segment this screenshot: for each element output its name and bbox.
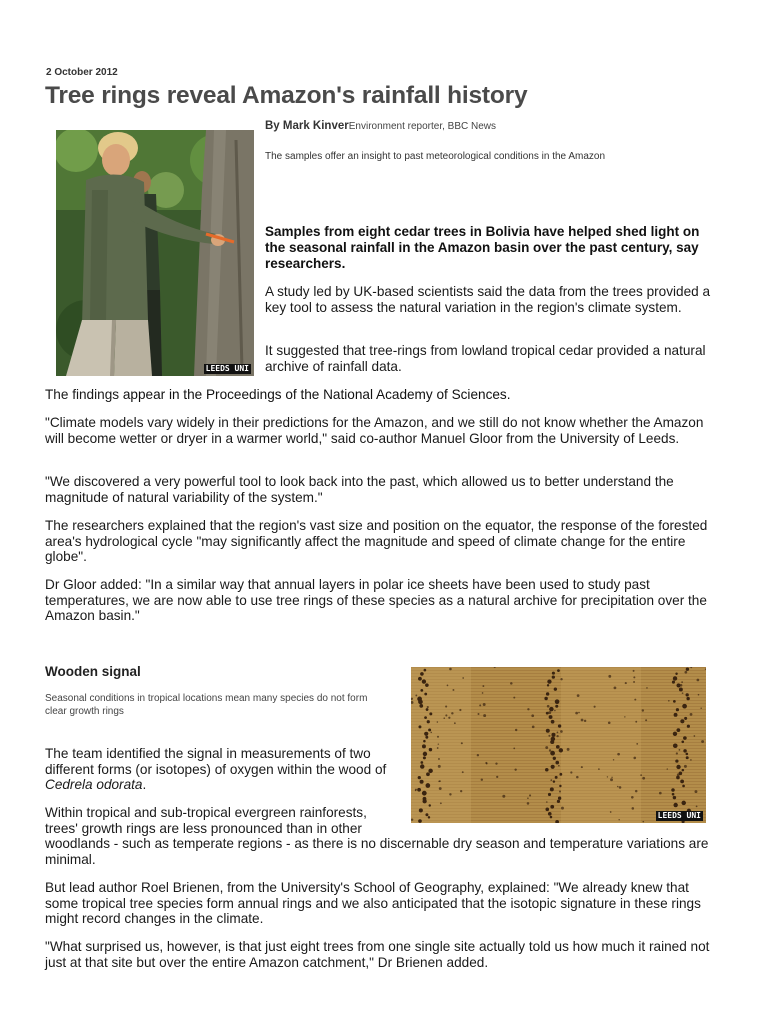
body-paragraph: "We discovered a very powerful tool to look back into the past, which allowed us to better understand the magnitude of natural variability of the system." xyxy=(45,474,674,505)
byline xyxy=(265,120,496,132)
pnas-link[interactable]: appear in the Proceedings of the National Academy of Sciences. xyxy=(122,387,511,402)
body-paragraph: It suggested that tree-rings from lowland tropical cedar provided a natural archive of rainfall data. xyxy=(265,343,706,374)
body-paragraph: "Climate models vary widely in their predictions for the Amazon, and we still do not know whether the Amazon will become wetter or dryer in a warmer world," said co-author Manuel Gloor from the University of Leeds. xyxy=(45,415,704,446)
article-date: 2 October 2012 xyxy=(46,67,118,78)
byline-author: By Mark Kinver xyxy=(265,120,349,132)
species-name: Cedrela odorata xyxy=(45,777,143,792)
isotope-suffix: . xyxy=(142,777,147,792)
byline-role: Environment reporter, BBC News xyxy=(348,121,497,132)
body-paragraph: "What surprised us, however, is that just eight trees from one single site actually told us how much it rained not just at that site but over the entire Amazon catchment," Dr Brienen added. xyxy=(45,939,710,970)
lede-paragraph: Samples from eight cedar trees in Bolivia have helped shed light on the seasonal rainfall in the Amazon basin over the past century, say researchers. xyxy=(265,224,700,271)
image-credit: LEEDS UNI xyxy=(205,364,249,373)
body-paragraph xyxy=(45,746,390,793)
researcher-tree-photo xyxy=(56,130,254,376)
paragraph-line: Within tropical and sub-tropical evergreen rainforests, xyxy=(45,805,367,820)
body-paragraph xyxy=(45,387,725,403)
body-paragraph: A study led by UK-based scientists said the data from the trees provided a key tool to assess the natural variation in the region's climate system. xyxy=(265,284,711,315)
isotope-text: The team identified the signal in measurements of two different forms (or isotopes) of oxygen within the wood of xyxy=(45,746,387,777)
image-caption: Seasonal conditions in tropical locations mean many species do not form clear growth rings xyxy=(45,693,368,717)
body-paragraph: Dr Gloor added: "In a similar way that annual layers in polar ice sheets have been used to study past temperatures, we are now able to use tree rings of these species as a natural archive for precipitation over the Amazon basin." xyxy=(45,577,707,623)
researcher-tree-illustration xyxy=(56,130,254,376)
wood-grain-photo xyxy=(411,667,706,823)
body-paragraph: The researchers explained that the region's vast size and position on the equator, the response of the forested area's hydrological cycle "may significantly affect the magnitude and speed of climate change for the entire globe". xyxy=(45,518,708,564)
findings-prefix: The findings xyxy=(45,387,123,402)
paragraph-line: trees' growth rings are less pronounced than in other xyxy=(45,820,362,836)
body-paragraph xyxy=(45,805,725,867)
wood-grain-illustration xyxy=(411,667,706,823)
paragraph-line: woodlands - such as temperate regions - as there is no discernable dry season and temperature variations are minimal. xyxy=(45,836,709,867)
headline: Tree rings reveal Amazon's rainfall history xyxy=(45,82,528,109)
image-caption: The samples offer an insight to past meteorological conditions in the Amazon xyxy=(265,151,606,162)
body-paragraph: But lead author Roel Brienen, from the University's School of Geography, explained: "We already knew that some tropical tree species form annual rings and we also anticipated that the isotopic signature in these rings might record changes in the climate. xyxy=(45,880,701,926)
section-subhead: Wooden signal xyxy=(45,664,141,679)
image-credit: LEEDS UNI xyxy=(657,811,701,820)
